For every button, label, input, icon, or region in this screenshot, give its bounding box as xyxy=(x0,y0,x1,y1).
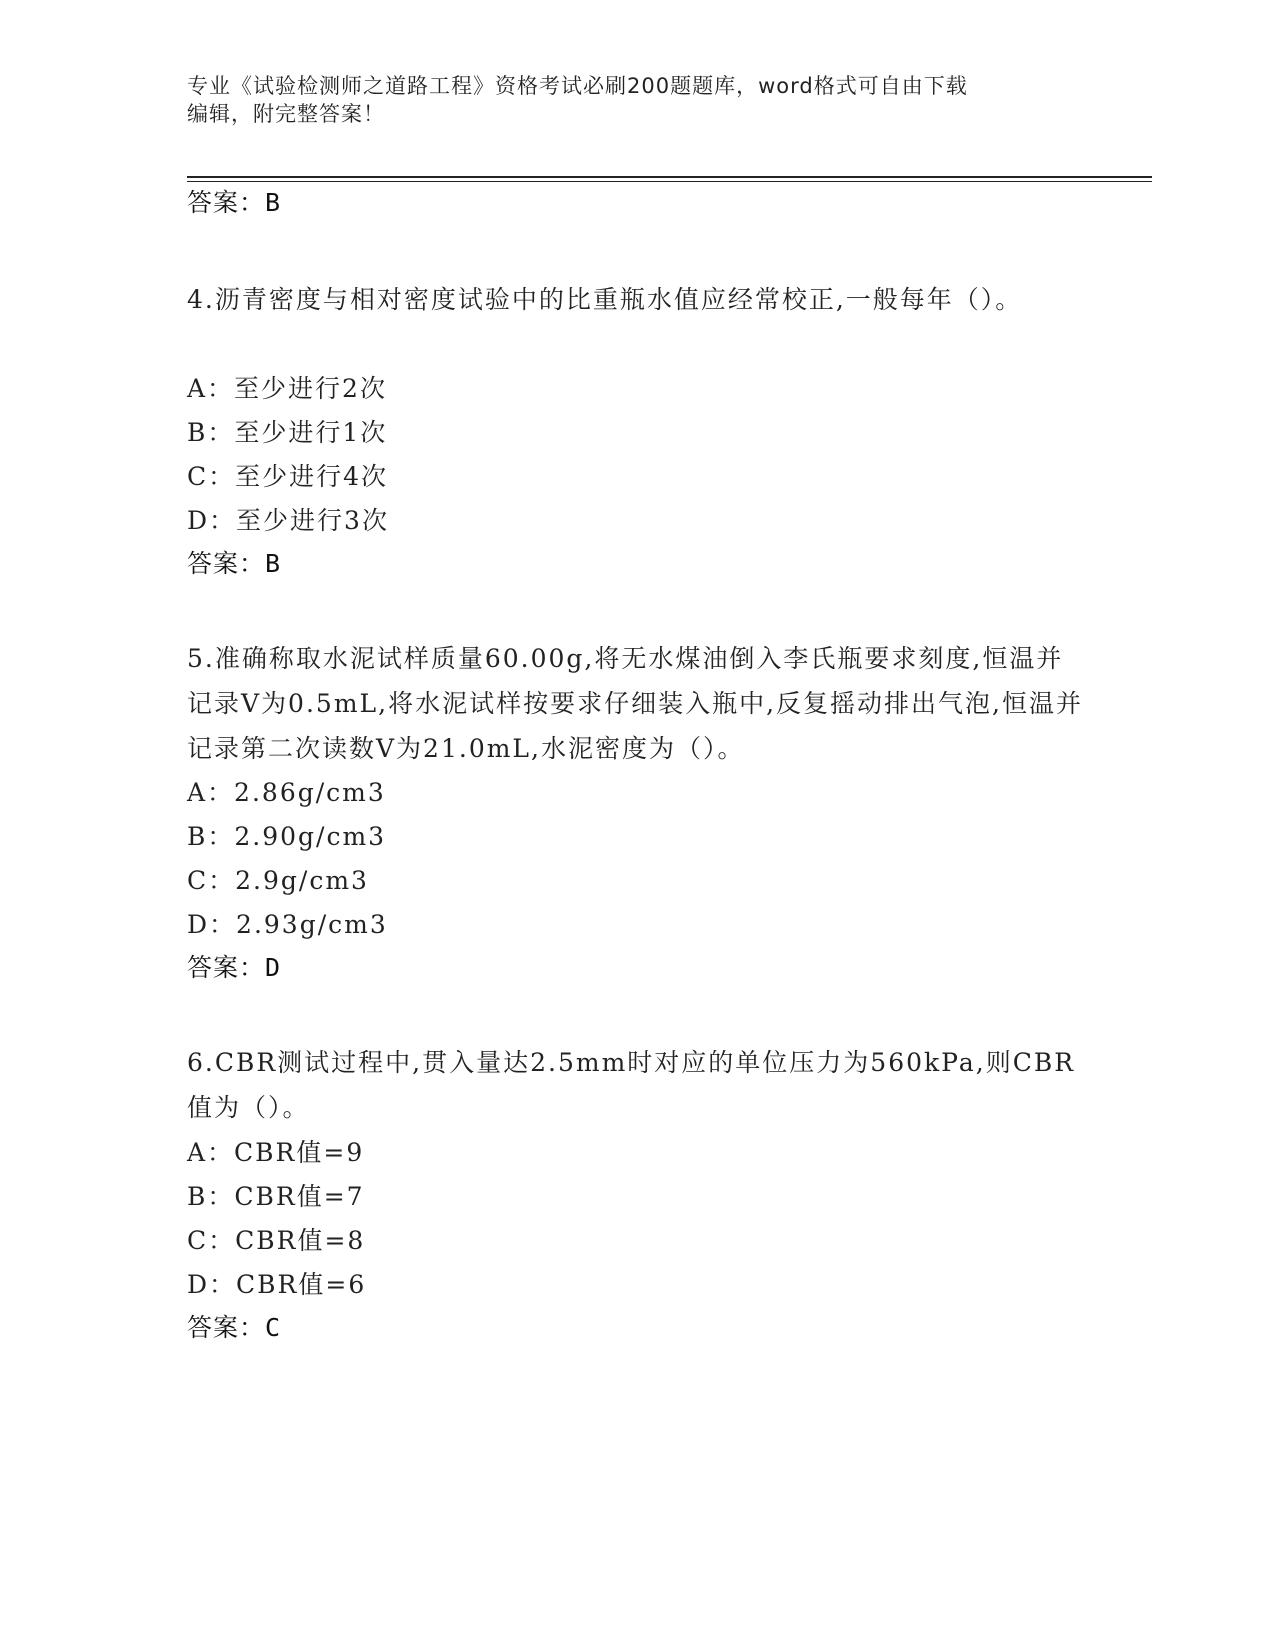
question-5-option-a: A：2.86g/cm3 xyxy=(187,778,386,807)
question-4-option-a: A：至少进行2次 xyxy=(187,374,387,403)
answer-q6 xyxy=(187,1313,281,1343)
answer-q3 xyxy=(187,188,281,218)
answer-label: 答案： xyxy=(187,549,266,578)
answer-label: 答案： xyxy=(187,953,266,982)
question-4-option-c: C：至少进行4次 xyxy=(187,462,389,491)
answer-value: D xyxy=(265,953,282,982)
answer-value: B xyxy=(265,188,282,217)
question-6-option-a: A：CBR值=9 xyxy=(187,1138,365,1167)
header-divider xyxy=(187,176,1152,178)
question-5-option-c: C：2.9g/cm3 xyxy=(187,866,369,895)
question-6-text: 6.CBR测试过程中,贯入量达2.5mm时对应的单位压力为560kPa,则CBR值为（）。 xyxy=(187,1048,1076,1122)
question-5-text: 5.准确称取水泥试样质量60.00g,将无水煤油倒入李氏瓶要求刻度,恒温并记录V为0.5mL,将水泥试样按要求仔细装入瓶中,反复摇动排出气泡,恒温并记录第二次读数V为21.0mL,水泥密度为（）。 xyxy=(187,644,1083,763)
question-6-option-c: C：CBR值=8 xyxy=(187,1226,366,1255)
answer-q4 xyxy=(187,549,281,579)
question-4-option-d: D：至少进行3次 xyxy=(187,506,389,535)
header-title-line1: 专业《试验检测师之道路工程》资格考试必刷200题题库，word格式可自由下载 xyxy=(187,74,968,98)
question-5-option-d: D：2.93g/cm3 xyxy=(187,910,388,939)
answer-label: 答案： xyxy=(187,188,266,217)
question-6-option-b: B：CBR值=7 xyxy=(187,1182,365,1211)
question-6-option-d: D：CBR值=6 xyxy=(187,1270,367,1299)
question-5-option-b: B：2.90g/cm3 xyxy=(187,822,387,851)
header-divider-thin xyxy=(187,181,1152,182)
answer-label: 答案： xyxy=(187,1313,266,1342)
answer-value: B xyxy=(265,549,282,578)
answer-q5 xyxy=(187,953,281,983)
question-4-text: 4.沥青密度与相对密度试验中的比重瓶水值应经常校正,一般每年（）。 xyxy=(187,285,1023,314)
header-title-line2: 编辑，附完整答案！ xyxy=(187,102,385,126)
document-header xyxy=(187,72,1087,128)
question-4-option-b: B：至少进行1次 xyxy=(187,418,388,447)
answer-value: C xyxy=(265,1313,282,1342)
